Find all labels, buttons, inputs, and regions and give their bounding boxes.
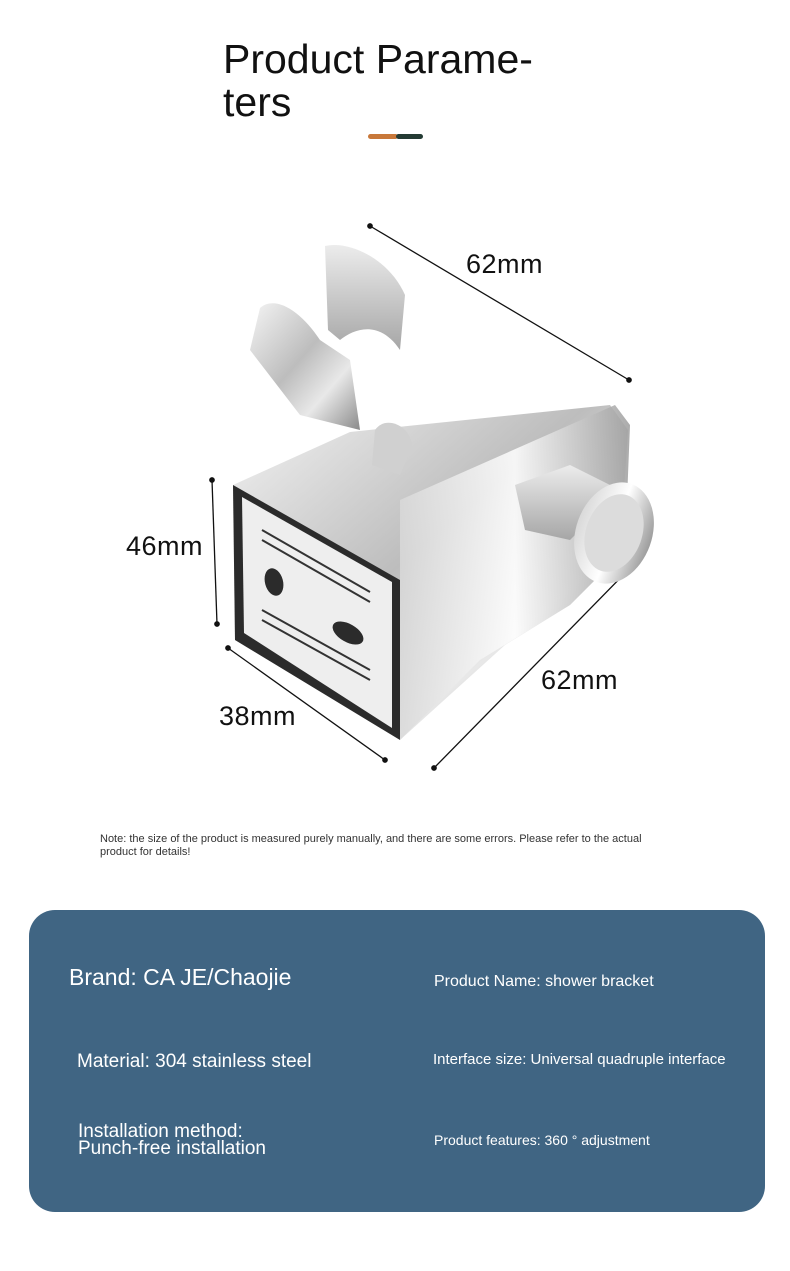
dimension-depth: 62mm <box>541 665 619 695</box>
shower-bracket-image <box>100 200 700 800</box>
spec-installation-method: Installation method: Punch-free installation <box>78 1121 266 1159</box>
title-accent-orange <box>368 134 398 139</box>
title-accent-dark <box>396 134 423 139</box>
spec-product-features: Product features: 360 ° adjustment <box>434 1132 650 1148</box>
dimension-width: 38mm <box>219 701 297 731</box>
measurement-note: Note: the size of the product is measured purely manually, and there are some errors. Please refer to the actual product for details! <box>100 833 642 858</box>
page-title: Product Parame-ters <box>223 36 533 125</box>
spec-interface-size: Interface size: Universal quadruple interface <box>433 1051 726 1068</box>
dimension-height: 46mm <box>126 531 204 561</box>
dimension-top-length: 62mm <box>466 249 544 279</box>
spec-material: Material: 304 stainless steel <box>77 1051 312 1072</box>
spec-panel <box>29 910 765 1212</box>
spec-product-name: Product Name: shower bracket <box>434 973 654 990</box>
spec-brand: Brand: CA JE/Chaojie <box>69 964 292 990</box>
